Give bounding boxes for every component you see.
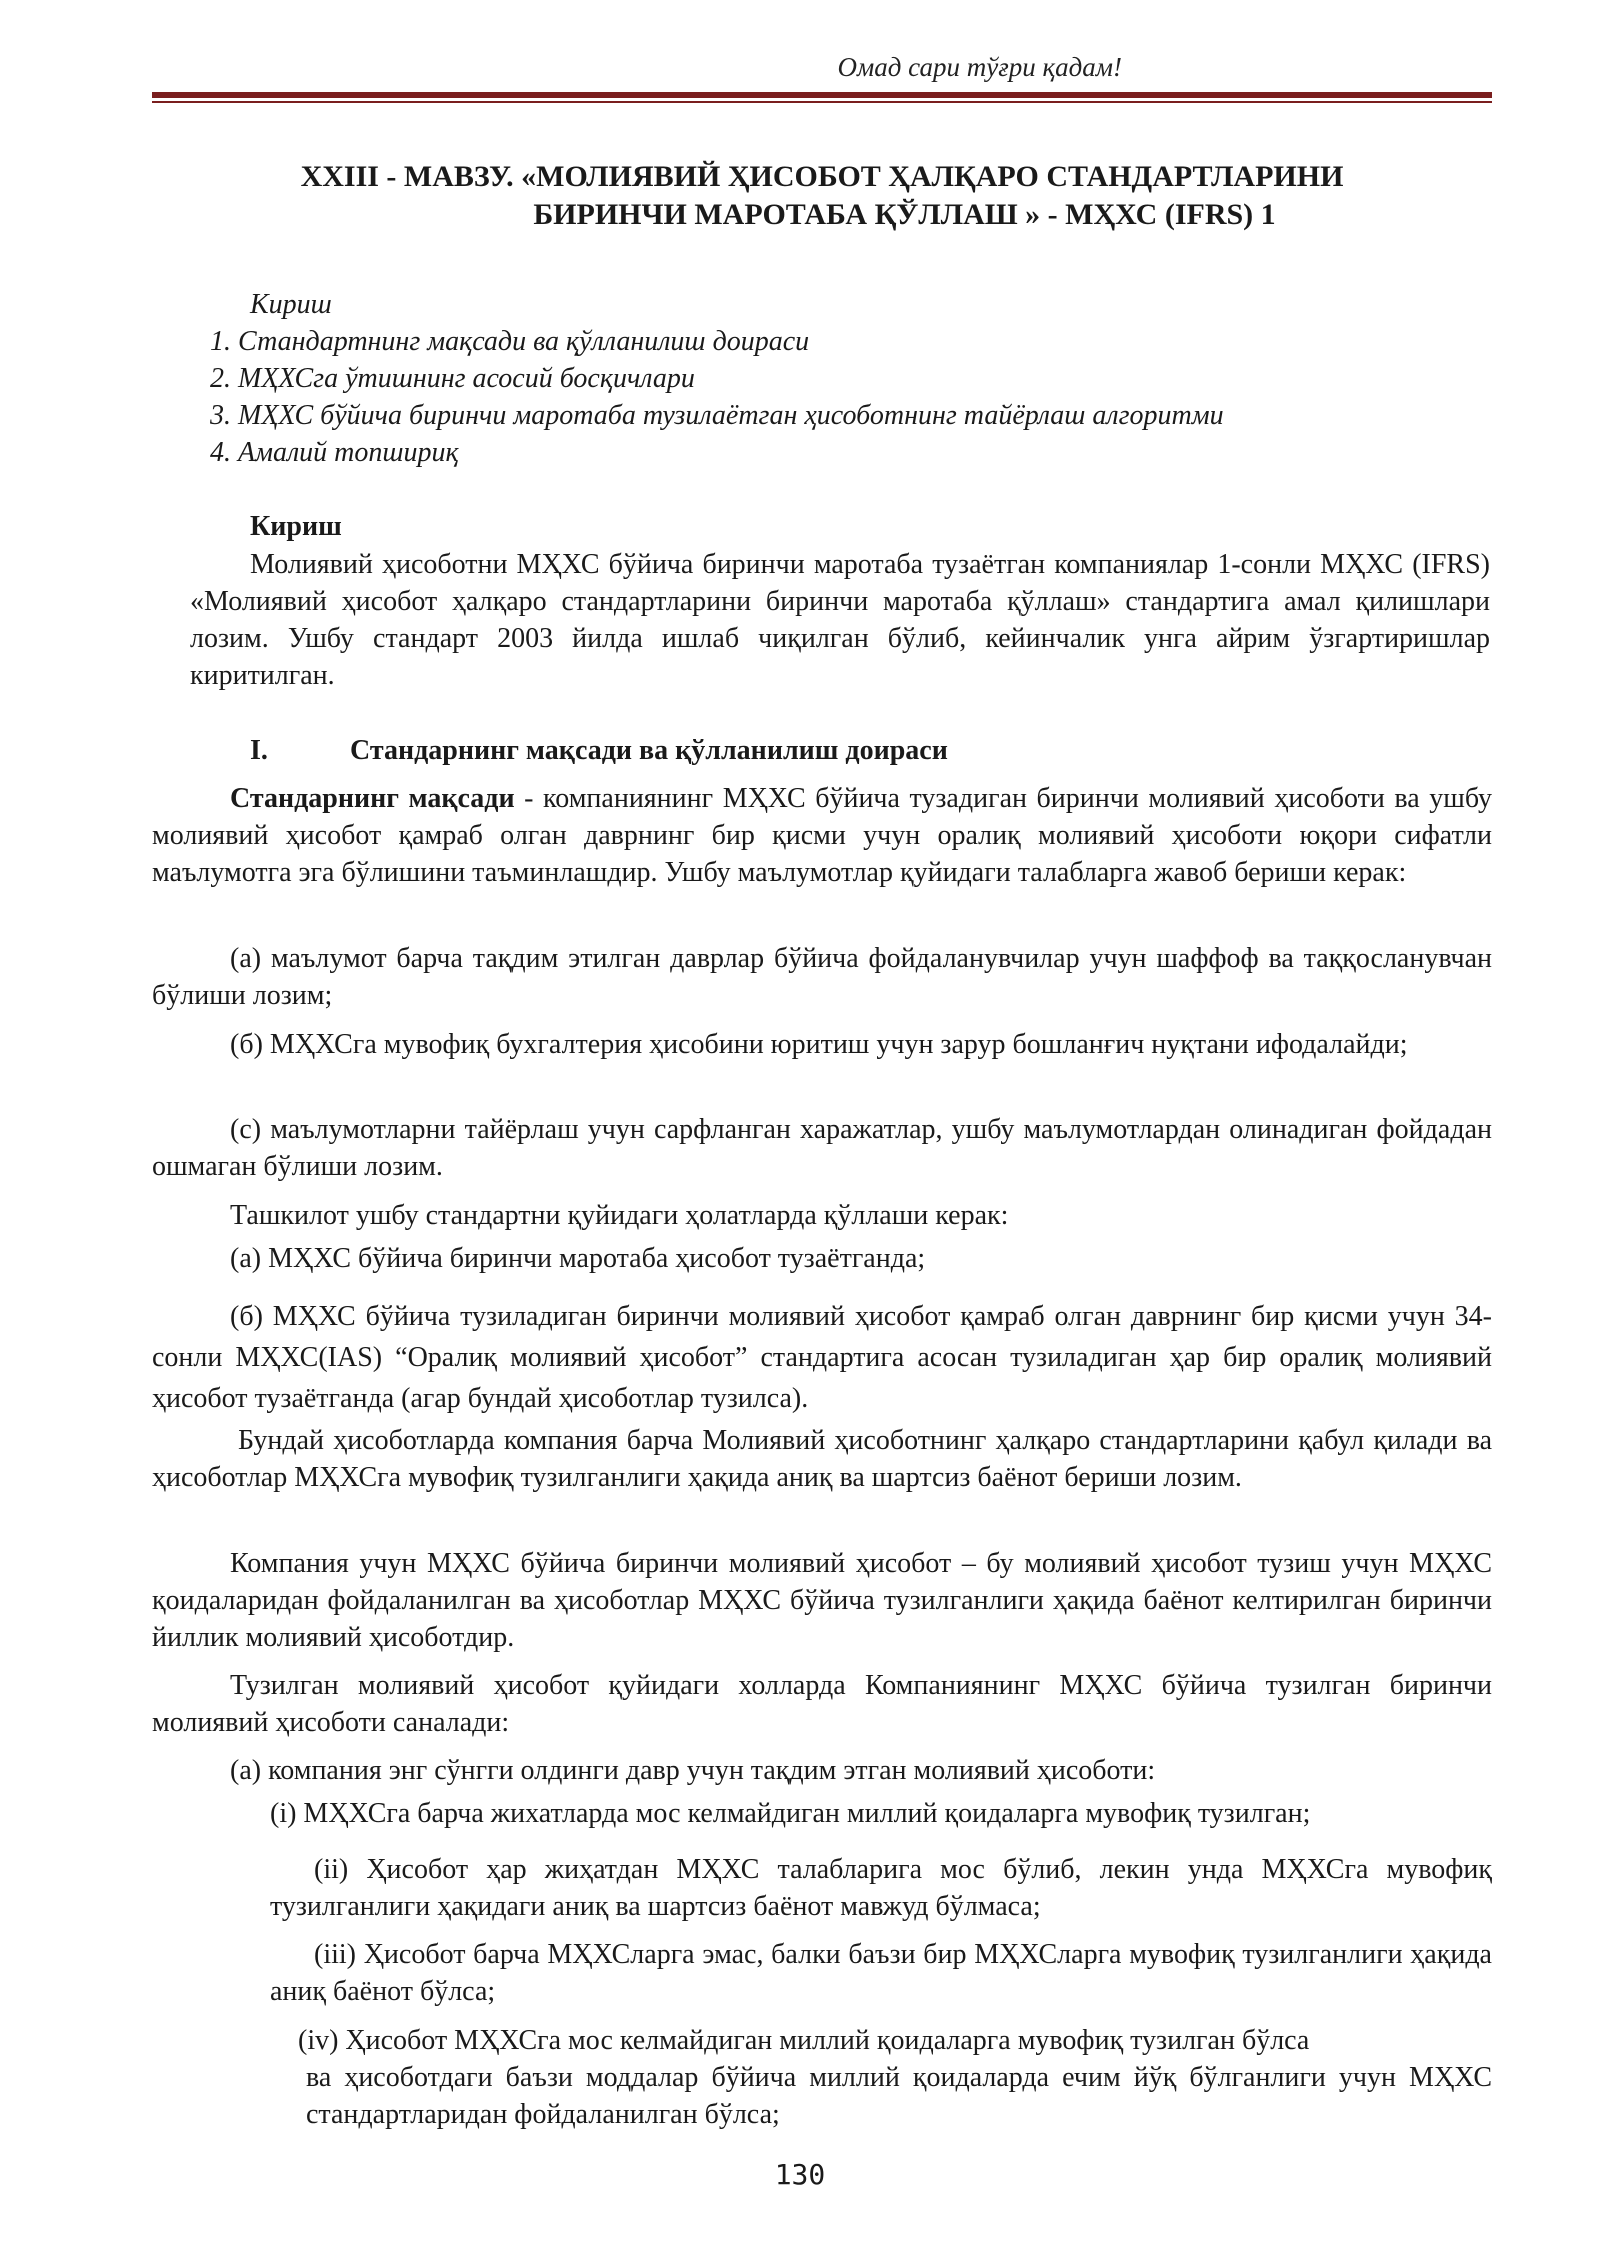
purpose-text: - компаниянинг МҲХС бўйича тузадиган биринчи молиявий ҳисоботи ва ушбу молиявий ҳисобот қамраб олган даврнинг бир қисми учун оралиқ молиявий ҳисоботи юқори сифатли маълумотга эга бўлишини таъминлашдир. Ушбу маълумотлар қуйидаги талабларга жавоб бериши керак: — [152, 783, 1493, 888]
toc-heading: Кириш — [250, 289, 332, 320]
case-a: (а) компания энг сўнгги олдинги давр учун тақдим этган молиявий ҳисоботи: — [230, 1755, 1156, 1786]
page-title — [152, 158, 1492, 234]
title-line-1: XXIII - МАВЗУ. «МОЛИЯВИЙ ҲИСОБОТ ҲАЛҚАРО СТАНДАРТЛАРИНИ — [300, 160, 1344, 193]
paragraph-cases: Тузилган молиявий ҳисобот қуйидаги холларда Компаниянинг МҲХС бўйича тузилган биринчи молиявий ҳисоботи саналади: — [152, 1670, 1492, 1738]
title-line-2: БИРИНЧИ МАРОТАБА ҚЎЛЛАШ » - МҲХС (IFRS) 1 — [533, 198, 1276, 231]
requirement-b: (б) МҲХСга мувофиқ бухгалтерия ҳисобини юритиш учун зарур бошланғич нуқтани ифодалайди; — [230, 1029, 1408, 1060]
apply-a: (а) МҲХС бўйича биринчи маротаба ҳисобот тузаётганда; — [230, 1243, 926, 1274]
requirement-a: (а) маълумот барча тақдим этилган даврлар бўйича фойдаланувчилар учун шаффоф ва таққосланувчан бўлиши лозим; — [152, 943, 1492, 1011]
paragraph-such-reports: Бундай ҳисоботларда компания барча Молиявий ҳисоботнинг ҳалқаро стандартларини қабул қилади ва ҳисоботлар МҲХСга мувофиқ тузилганлиги ҳақида аниқ ва шартсиз баёнот бериши лозим. — [152, 1425, 1492, 1493]
toc-item: 1. Стандартнинг мақсади ва қўлланилиш доираси — [210, 326, 810, 357]
case-iii: (iii) Ҳисобот барча МҲХСларга эмас, балки баъзи бир МҲХСларга мувофиқ тузилганлиги ҳақида аниқ баёнот бўлса; — [270, 1939, 1492, 2007]
page-number: 130 — [774, 2158, 826, 2191]
apply-intro: Ташкилот ушбу стандартни қуйидаги ҳолатларда қўллаши керак: — [230, 1200, 1009, 1231]
intro-heading: Кириш — [250, 511, 342, 542]
header-rule-thin — [152, 101, 1492, 103]
paragraph-first-report: Компания учун МҲХС бўйича биринчи молиявий ҳисобот – бу молиявий ҳисобот тузиш учун МҲХС қоидаларидан фойдаланилган ва ҳисоботлар МҲХС бўйича тузилганлиги ҳақида баёнот келтирилган биринчи йиллик молиявий ҳисоботдир. — [152, 1548, 1492, 1653]
intro-paragraph: Молиявий ҳисоботни МҲХС бўйича биринчи маротаба тузаётган компаниялар 1-сонли МҲХС (IFRS) «Молиявий ҳисобот ҳалқаро стандартларини биринчи маротаба қўллаш» стандартига амал қилишлари лозим. Ушбу стандарт 2003 йилда ишлаб чиқилган бўлиб, кейинчалик унга айрим ўзгартиришлар киритилган. — [190, 549, 1490, 691]
purpose-label: Стандарнинг мақсади — [230, 783, 515, 814]
toc-item: 4. Амалий топшириқ — [210, 437, 459, 468]
case-ii: (ii) Ҳисобот ҳар жиҳатдан МҲХС талабларига мос бўлиб, лекин унда МҲХСга мувофиқ тузилганлиги ҳақидаги аниқ ва шартсиз баёнот мавжуд бўлмаса; — [270, 1854, 1492, 1922]
toc — [210, 286, 1224, 471]
header-rule-thick — [152, 92, 1492, 98]
section-number: I. — [250, 735, 268, 766]
running-header: Омад сари тўғри қадам! — [837, 52, 1122, 82]
purpose-paragraph — [152, 780, 1492, 891]
case-i: (i) МҲХСга барча жихатларда мос келмайдиган миллий қоидаларга мувофиқ тузилган; — [270, 1798, 1311, 1829]
requirement-c: (с) маълумотларни тайёрлаш учун сарфланган харажатлар, ушбу маълумотлардан олинадиган фойдадан ошмаган бўлиши лозим. — [152, 1114, 1492, 1182]
toc-item: 3. МҲХС бўйича биринчи маротаба тузилаётган ҳисоботнинг тайёрлаш алгоритми — [210, 400, 1224, 431]
case-iv-first-line: (iv) Ҳисобот МҲХСга мос келмайдиган миллий қоидаларга мувофиқ тузилган бўлса — [298, 2025, 1310, 2056]
toc-item: 2. МҲХСга ўтишнинг асосий босқичлари — [210, 363, 695, 394]
section-title: Стандарнинг мақсади ва қўлланилиш доираси — [350, 735, 948, 766]
apply-b: (б) МҲХС бўйича тузиладиган биринчи молиявий ҳисобот қамраб олган даврнинг бир қисми учун 34-сонли МҲХС(IAS) “Оралиқ молиявий ҳисобот” стандартига асосан тузиладиган ҳар бир оралиқ молиявий ҳисобот тузаётганда (агар бундай ҳисоботлар тузилса). — [152, 1301, 1492, 1414]
case-iv-rest: ва ҳисоботдаги баъзи моддалар бўйича миллий қоидаларда ечим йўқ бўлганлиги учун МҲХС стандартларидан фойдаланилган бўлса; — [306, 2062, 1492, 2130]
